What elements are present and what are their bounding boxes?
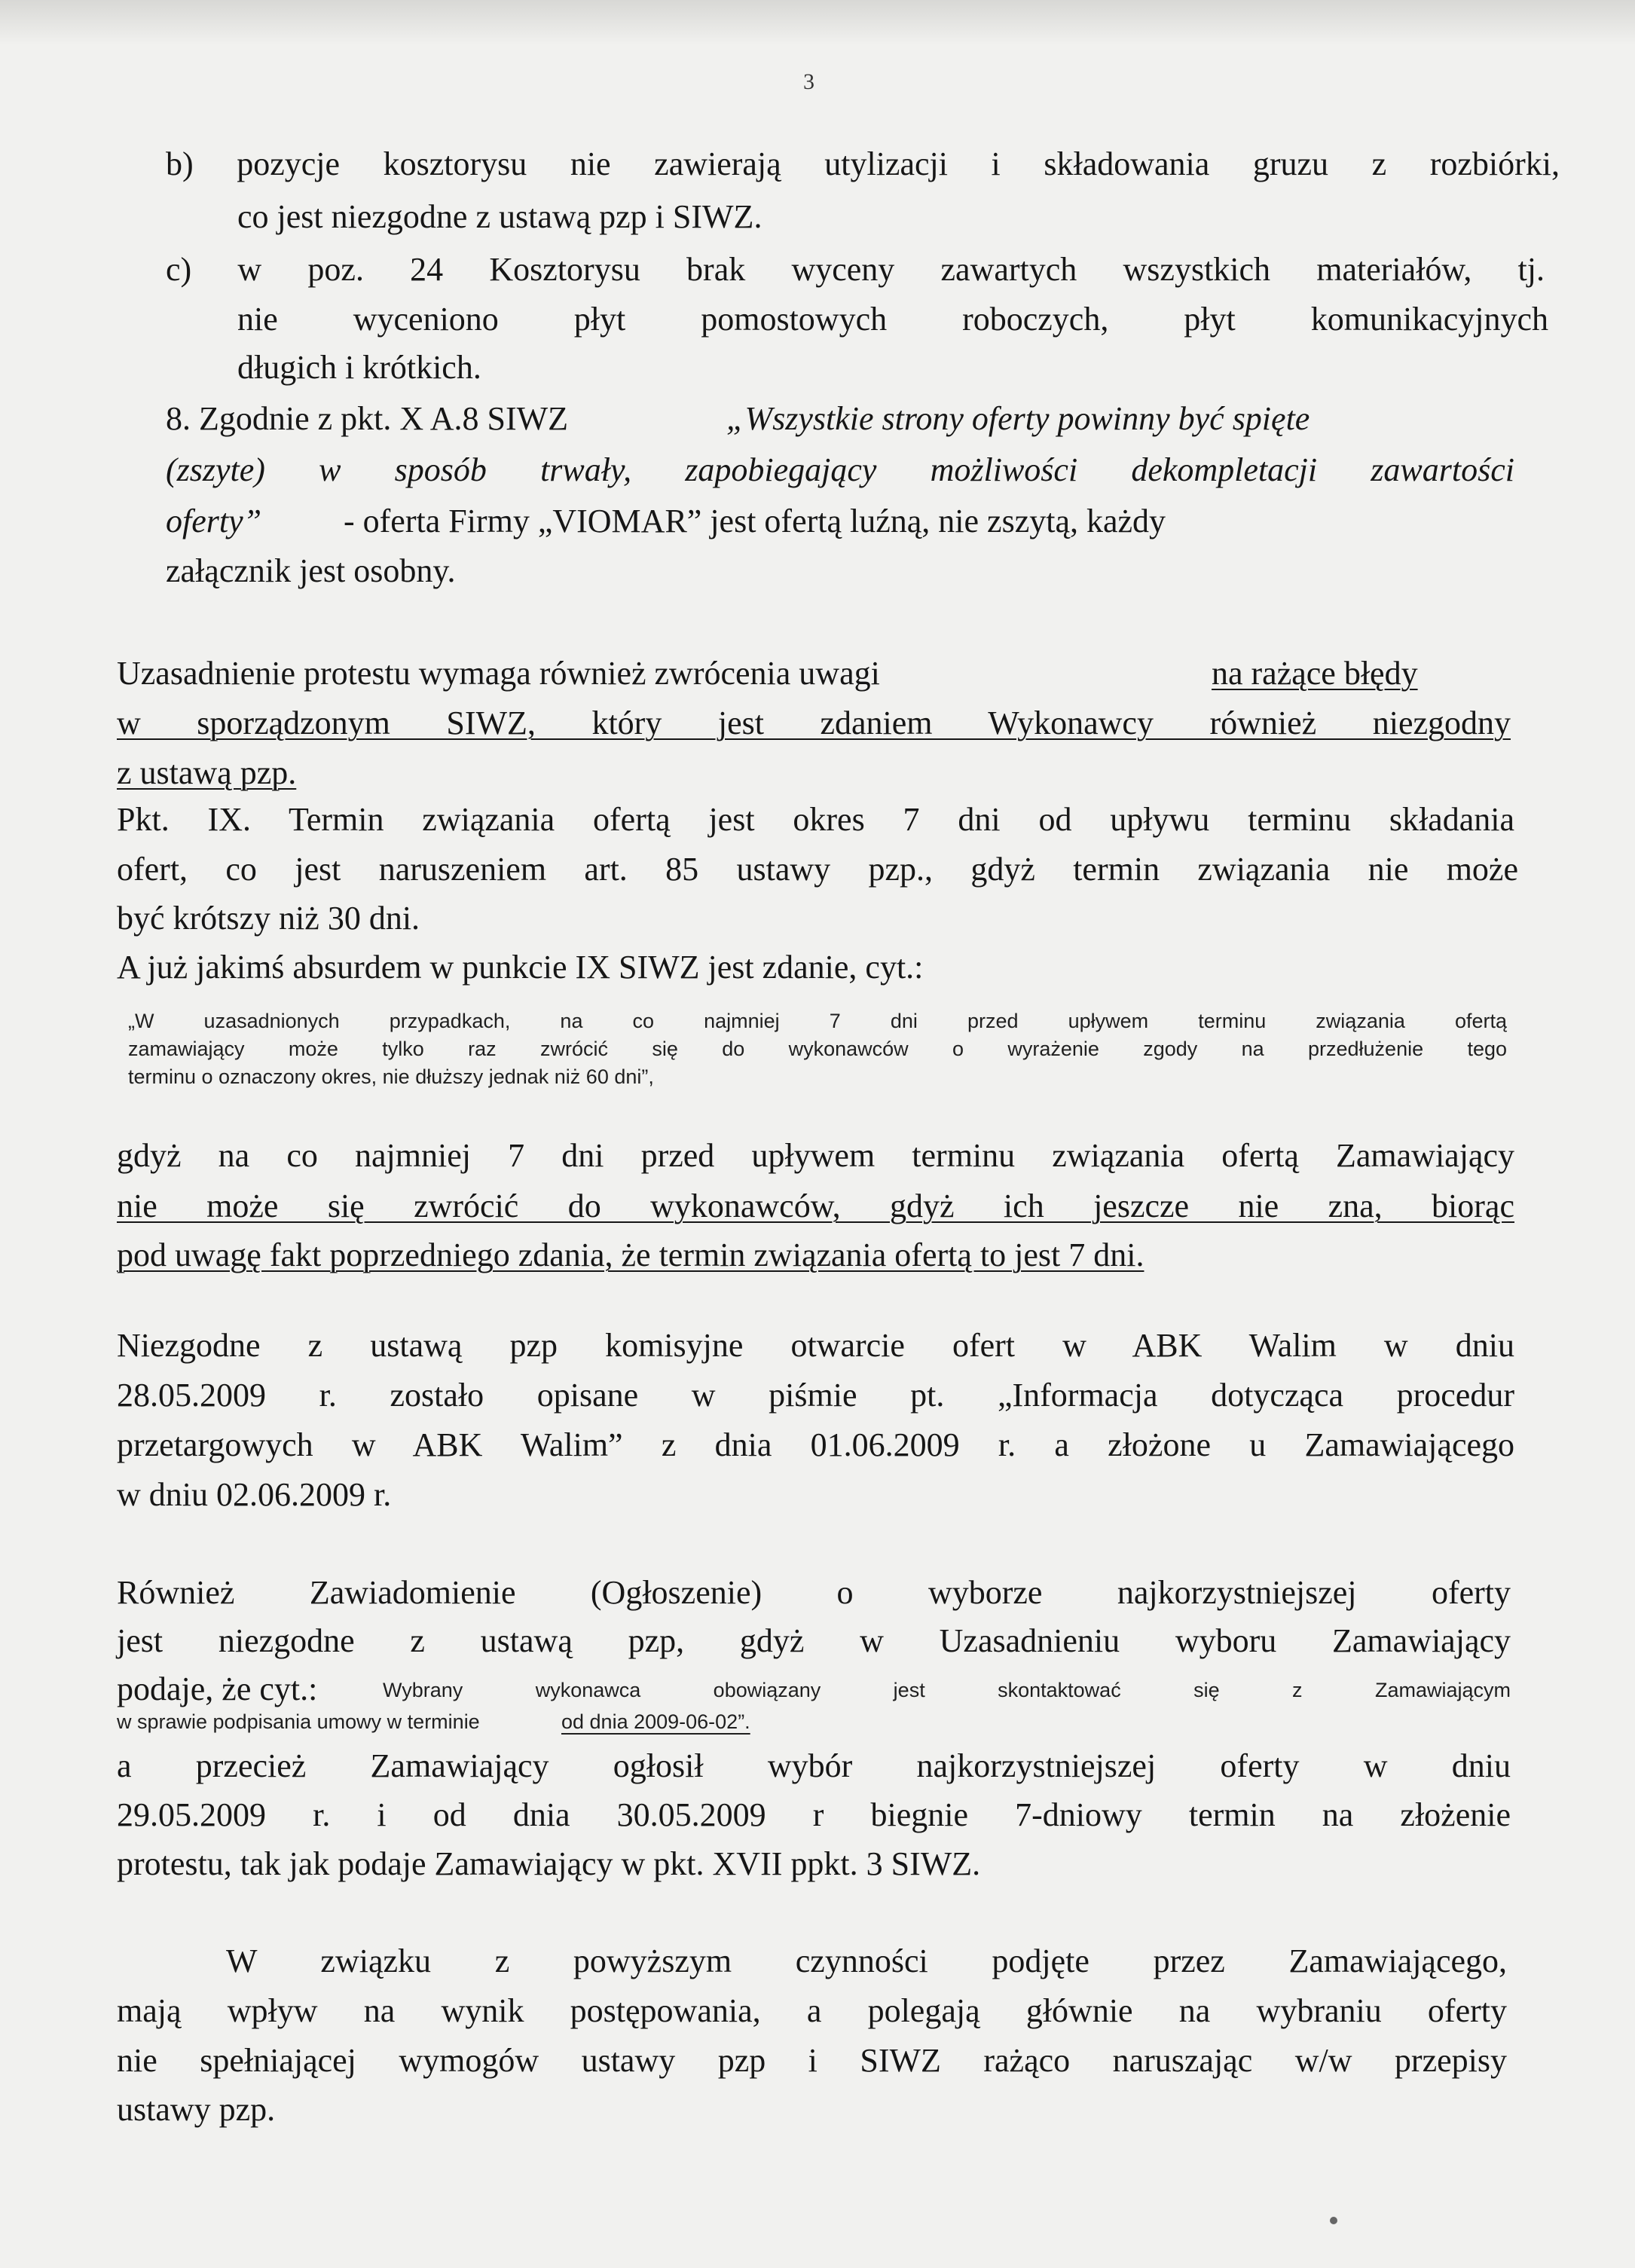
item-b-line-2: co jest niezgodne z ustawą pzp i SIWZ. [237,198,762,235]
conclusion-line-1: W związku z powyższym czynności podjęte przez Zamawiającego, [226,1942,1507,1979]
niezgodne-line-3: przetargowych w ABK Walim” z dnia 01.06.2009 r. a złożone u Zamawiającego [117,1426,1514,1463]
pkt-ix-line-2: ofert, co jest naruszeniem art. 85 ustawy pzp., gdyż termin związania nie może [117,851,1518,888]
uzasadnienie-line-1-a: Uzasadnienie protestu wymaga również zwrócenia uwagi [117,655,880,692]
quote-line-2: zamawiający może tylko raz zwrócić się do wykonawców o wyrażenie zgody na przedłużenie tego [128,1038,1507,1060]
pkt-ix-line-3: być krótszy niż 30 dni. [117,900,420,937]
uzasadnienie-line-1-b: na rażące błędy [1212,655,1418,692]
item-8-line-1-a: 8. Zgodnie z pkt. X A.8 SIWZ [166,400,569,437]
gdyz-line-3: pod uwagę fakt poprzedniego zdania, że termin związania ofertą to jest 7 dni. [117,1236,1144,1273]
item-8-line-3-b: - oferta Firmy „VIOMAR” jest ofertą luźną, nie zszytą, każdy [344,503,1166,539]
item-c-line-3: długich i krótkich. [237,349,481,386]
scan-shadow [0,0,1635,45]
gdyz-line-2: nie może się zwrócić do wykonawców, gdyż ich jeszcze nie zna, biorąc [117,1187,1514,1224]
gdyz-line-1: gdyż na co najmniej 7 dni przed upływem terminu związania ofertą Zamawiający [117,1137,1514,1174]
page-number: 3 [803,69,814,94]
uzasadnienie-line-3: z ustawą pzp. [117,754,297,791]
niezgodne-line-4: w dniu 02.06.2009 r. [117,1476,392,1513]
rowniez-line-2: jest niezgodne z ustawą pzp, gdyż w Uzasadnieniu wyboru Zamawiający [117,1622,1511,1659]
niezgodne-line-2: 28.05.2009 r. zostało opisane w piśmie pt. „Informacja dotycząca procedur [117,1377,1514,1414]
quote-line-1: „W uzasadnionych przypadkach, na co najmniej 7 dni przed upływem terminu związania ofertą [128,1010,1507,1032]
rowniez-line-5: a przecież Zamawiający ogłosił wybór najkorzystniejszej oferty w dniu [117,1747,1511,1784]
item-8-line-4: załącznik jest osobny. [166,552,456,589]
item-8-line-1-b: „Wszystkie strony oferty powinny być spięte [726,400,1310,437]
item-b-line-1: b) pozycje kosztorysu nie zawierają utylizacji i składowania gruzu z rozbiórki, [166,145,1560,182]
item-8-line-2: (zszyte) w sposób trwały, zapobiegający możliwości dekompletacji zawartości [166,451,1514,488]
rowniez-line-7: protestu, tak jak podaje Zamawiający w pkt. XVII ppkt. 3 SIWZ. [117,1845,981,1882]
rowniez-line-6: 29.05.2009 r. i od dnia 30.05.2009 r biegnie 7-dniowy termin na złożenie [117,1796,1511,1833]
conclusion-line-2: mają wpływ na wynik postępowania, a polegają głównie na wybraniu oferty [117,1992,1507,2029]
conclusion-line-3: nie spełniającej wymogów ustawy pzp i SIWZ rażąco naruszając w/w przepisy [117,2042,1507,2079]
niezgodne-line-1: Niezgodne z ustawą pzp komisyjne otwarcie ofert w ABK Walim w dniu [117,1327,1514,1364]
pkt-ix-line-4: A już jakimś absurdem w punkcie IX SIWZ jest zdanie, cyt.: [117,949,924,986]
rowniez-line-4-b: od dnia 2009-06-02”. [561,1710,750,1733]
rowniez-line-3-b: Wybrany wykonawca obowiązany jest skontaktować się z Zamawiającym [383,1679,1511,1701]
scan-speck [1330,2217,1337,2224]
item-c-line-1: c) w poz. 24 Kosztorysu brak wyceny zawartych wszystkich materiałów, tj. [166,251,1545,288]
rowniez-line-1: Również Zawiadomienie (Ogłoszenie) o wyborze najkorzystniejszej oferty [117,1574,1511,1611]
pkt-ix-line-1: Pkt. IX. Termin związania ofertą jest okres 7 dni od upływu terminu składania [117,801,1514,838]
item-8-line-3-a: oferty” [166,503,262,539]
quote-line-3: terminu o oznaczony okres, nie dłuższy jednak niż 60 dni”, [128,1065,654,1088]
rowniez-line-3-a: podaje, że cyt.: [117,1670,318,1707]
rowniez-line-4-a: w sprawie podpisania umowy w terminie [117,1710,480,1733]
item-c-line-2: nie wyceniono płyt pomostowych roboczych, płyt komunikacyjnych [237,301,1548,338]
uzasadnienie-line-2: w sporządzonym SIWZ, który jest zdaniem Wykonawcy również niezgodny [117,705,1511,741]
conclusion-line-4: ustawy pzp. [117,2091,276,2128]
